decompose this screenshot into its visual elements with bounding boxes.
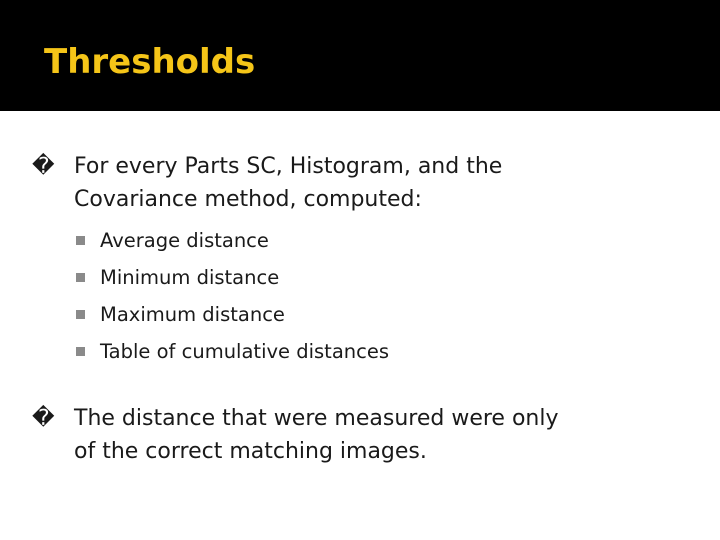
title-bar xyxy=(0,0,720,111)
square-bullet-icon xyxy=(76,347,85,356)
bullet-block-2 xyxy=(32,402,692,468)
sub-bullet-text: Minimum distance xyxy=(100,266,280,289)
bullet-block-1 xyxy=(32,150,692,370)
main-bullet-2-line-1: The distance that were measured were only xyxy=(74,406,559,431)
sub-bullet-text: Maximum distance xyxy=(100,303,285,326)
sub-bullet-item xyxy=(76,296,692,333)
slide-title: Thresholds xyxy=(44,42,256,82)
main-bullet-1 xyxy=(32,150,692,216)
bullet-glyph-icon: � xyxy=(32,154,55,179)
sub-bullet-item xyxy=(76,259,692,296)
main-bullet-2-line-2: of the correct matching images. xyxy=(74,439,427,464)
bullet-glyph-icon: � xyxy=(32,406,55,431)
sub-bullet-text: Average distance xyxy=(100,229,269,252)
main-bullet-1-line-1: For every Parts SC, Histogram, and the xyxy=(74,154,503,179)
sub-bullet-item xyxy=(76,222,692,259)
square-bullet-icon xyxy=(76,273,85,282)
sub-bullet-text: Table of cumulative distances xyxy=(100,340,390,363)
sub-bullet-item xyxy=(76,333,692,370)
square-bullet-icon xyxy=(76,310,85,319)
sub-bullet-list xyxy=(32,222,692,370)
square-bullet-icon xyxy=(76,236,85,245)
main-bullet-2 xyxy=(32,402,692,468)
main-bullet-1-line-2: Covariance method, computed: xyxy=(74,187,422,212)
